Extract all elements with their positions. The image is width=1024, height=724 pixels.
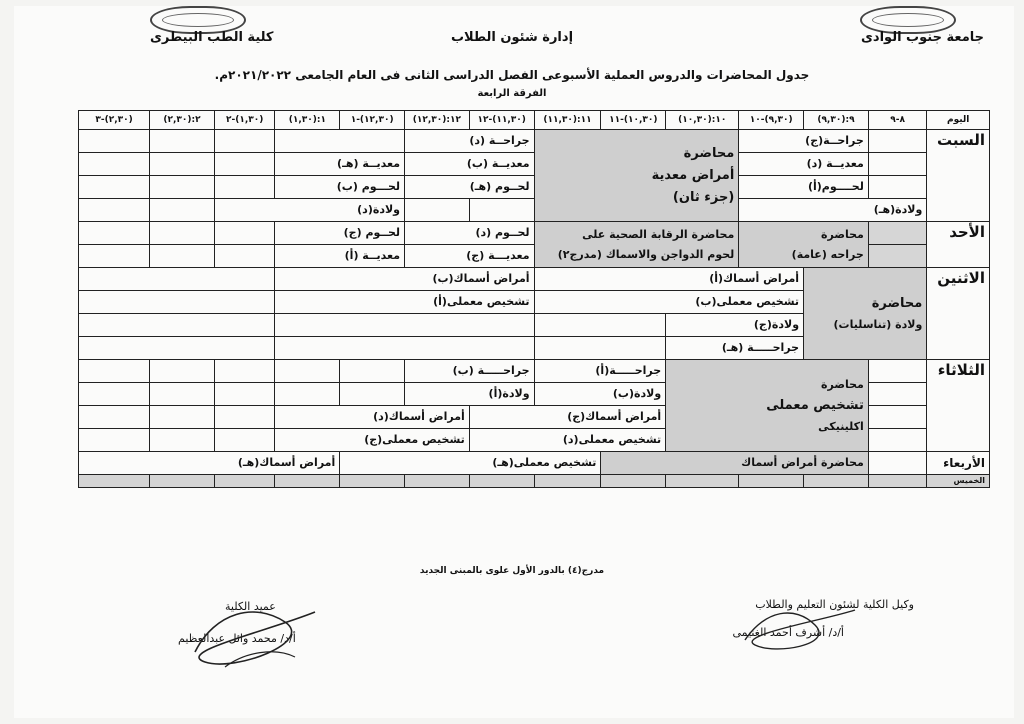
session-cell: ولادة(أ) — [405, 383, 535, 406]
column-header: (٩,٣٠)-١٠ — [739, 111, 804, 130]
session-cell: تشخيص معملى(د) — [469, 429, 665, 452]
table-row — [79, 268, 990, 291]
schedule-table — [78, 110, 990, 488]
session-cell: ولادة(ب) — [534, 383, 666, 406]
column-header: ١٠:(١٠,٣٠) — [666, 111, 739, 130]
column-header: (١١,٣٠)-١٢ — [469, 111, 534, 130]
session-cell: معديــة (هـ) — [275, 153, 405, 176]
session-cell: معديــة (د) — [739, 153, 869, 176]
session-cell: أمراض أسماك(أ) — [534, 268, 804, 291]
lecture-cell: محاضرة جراحه (عامة) — [739, 222, 869, 268]
table-row — [79, 130, 990, 153]
session-cell: لحــوم (د) — [405, 222, 535, 245]
session-cell: جراحــة (د) — [405, 130, 535, 153]
day-thursday: الخميس — [927, 475, 990, 488]
day-wednesday: الأربعاء — [927, 452, 990, 475]
day-monday: الاثنين — [927, 268, 990, 360]
session-cell: معديـــة (ج) — [405, 245, 535, 268]
column-header: ٢:(٢,٣٠) — [150, 111, 215, 130]
session-cell: تشخيص معملى(ج) — [275, 429, 469, 452]
column-header: (١٢,٣٠)-١ — [340, 111, 405, 130]
column-header: ١٢:(١٢,٣٠) — [405, 111, 470, 130]
session-cell: معديــة (أ) — [275, 245, 405, 268]
schedule-subtitle: الفرقة الرابعة — [477, 88, 547, 99]
vice-dean-name: أ/د/ أشرف أحمد الغنيمى — [732, 626, 844, 639]
session-cell: جراحـــــة(أ) — [534, 360, 666, 383]
session-cell: أمراض أسماك(ج) — [469, 406, 665, 429]
lecture-cell: محاضرة أمراض أسماك — [601, 452, 868, 475]
department-name: إدارة شئون الطلاب — [450, 30, 574, 45]
column-header: اليوم — [927, 111, 990, 130]
table-row — [79, 360, 990, 383]
dean-name: أ/د/ محمد وائل عبدالعظيم — [178, 632, 296, 645]
session-cell: لحـــوم (ب) — [275, 176, 405, 199]
session-cell: جراحــة(ج) — [739, 130, 869, 153]
lecture-cell: محاضرة الرقابة الصحية على لحوم الدواجن والاسماك (مدرج٢) — [534, 222, 739, 268]
session-cell: أمراض أسماك(ب) — [275, 268, 534, 291]
session-cell: ولادة(ج) — [666, 314, 804, 337]
session-cell: تشخيص معملى(ب) — [534, 291, 804, 314]
table-row — [79, 176, 990, 199]
lecture-cell: محاضرة تشخيص معملى اكلينيكى — [666, 360, 869, 452]
venue-note: مدرج(٤) بالدور الأول علوى بالمبنى الجديد — [419, 566, 605, 576]
university-name: جامعة جنوب الوادى — [861, 30, 984, 45]
faculty-name: كلية الطب البيطرى — [150, 30, 274, 45]
column-header: ١:(١,٣٠) — [275, 111, 340, 130]
vice-dean-signature-icon — [732, 600, 865, 660]
schedule-title: جدول المحاضرات والدروس العملية الأسبوعى الفصل الدراسى الثانى فى العام الجامعى ٢٠٢١/٢٠٢٢م. — [214, 68, 810, 82]
vice-dean-title: وكيل الكلية لشئون التعليم والطلاب — [755, 598, 914, 611]
day-sunday: الأحد — [927, 222, 990, 268]
dean-title: عميد الكلية — [225, 600, 276, 613]
table-row — [79, 452, 990, 475]
session-cell: تشخيص معملى(هـ) — [340, 452, 601, 475]
session-cell: ولادة(د) — [214, 199, 404, 222]
day-tuesday: الثلاثاء — [927, 360, 990, 452]
session-cell: ولادة(هـ) — [739, 199, 927, 222]
session-cell: أمراض أسماك(هـ) — [79, 452, 340, 475]
column-header: (١,٣٠)-٢ — [214, 111, 275, 130]
lecture-cell: محاضرة أمراض معدية (جزء ثان) — [534, 130, 739, 222]
session-cell: لحــوم (ج) — [275, 222, 405, 245]
dean-signature-icon — [175, 592, 325, 682]
column-header: (١٠,٣٠)-١١ — [601, 111, 666, 130]
session-cell: جراحـــــة (ب) — [405, 360, 535, 383]
column-header: ١١:(١١,٣٠) — [534, 111, 601, 130]
column-header: ٩:(٩,٣٠) — [804, 111, 869, 130]
table-row — [79, 153, 990, 176]
table-row — [79, 222, 990, 245]
day-saturday: السبت — [927, 130, 990, 222]
column-header: (٢,٣٠)-٣ — [79, 111, 150, 130]
header-row — [79, 111, 990, 130]
lecture-cell: محاضرة ولادة (تناسليات) — [804, 268, 927, 360]
session-cell: جراحـــــة (هـ) — [666, 337, 804, 360]
session-cell: تشخيص معملى(أ) — [275, 291, 534, 314]
table-row — [79, 475, 990, 488]
session-cell: معديــة (ب) — [405, 153, 535, 176]
session-cell: لحــوم (هـ) — [405, 176, 535, 199]
column-header: ٨-٩ — [868, 111, 927, 130]
session-cell: أمراض أسماك(د) — [275, 406, 469, 429]
session-cell: لحــــوم(أ) — [739, 176, 869, 199]
table-row — [79, 199, 990, 222]
